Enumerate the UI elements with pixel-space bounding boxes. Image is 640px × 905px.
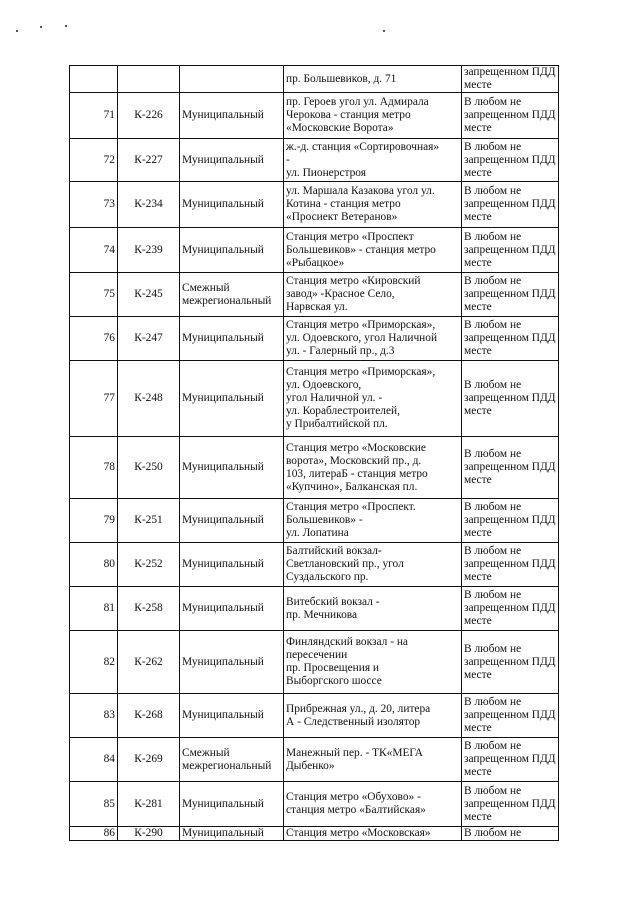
stop-rule-line: запрещенном ПДД — [464, 198, 556, 210]
route-line: Светлановский пр., угол — [286, 558, 404, 570]
row-number: 82 — [70, 631, 118, 694]
stop-rule-line: В любом не — [464, 230, 522, 243]
route-line: пр. Большевиков, д. 71 — [286, 72, 397, 85]
route-type: Муниципальный — [180, 361, 284, 437]
route-line: Балтийский вокзал- — [286, 545, 382, 557]
route-line: Станция метро «Кировский — [286, 275, 421, 287]
row-number: 75 — [70, 273, 118, 317]
stop-rule-line: месте — [464, 345, 492, 357]
route-code: К-226 — [118, 93, 180, 139]
stop-rule-line: месте — [464, 166, 492, 179]
route-line: Финляндский вокзал - на — [286, 636, 408, 648]
route-type: Муниципальный — [180, 631, 284, 694]
stop-rule — [462, 543, 559, 587]
table-row — [70, 499, 559, 543]
route-description — [284, 182, 462, 228]
stop-rule — [462, 738, 559, 782]
stop-rule — [462, 93, 559, 139]
stop-rule-line: В любом не — [464, 642, 522, 655]
route-type: Муниципальный — [180, 139, 284, 182]
route-code: К-258 — [118, 587, 180, 631]
route-line: пересечении — [286, 649, 348, 661]
route-line: пр. Героев угол ул. Адмирала — [286, 96, 429, 108]
row-number: 72 — [70, 139, 118, 182]
stop-rule — [462, 437, 559, 499]
stop-rule — [462, 631, 559, 694]
route-description — [284, 694, 462, 738]
stop-rule — [462, 361, 559, 437]
table-row — [70, 738, 559, 782]
route-line: пр. Просвещения и — [286, 662, 380, 674]
stop-rule-line: В любом не — [464, 185, 522, 197]
stop-rule-line: запрещенном ПДД — [464, 461, 556, 473]
route-code: К-245 — [118, 273, 180, 317]
row-number: 79 — [70, 499, 118, 543]
route-description — [284, 499, 462, 543]
route-table — [69, 65, 559, 841]
stop-rule-line: В любом не — [464, 379, 522, 391]
stop-rule-line: месте — [464, 405, 492, 417]
stop-rule — [462, 273, 559, 317]
route-code: К-262 — [118, 631, 180, 694]
table-row — [70, 228, 559, 273]
stop-rule — [462, 182, 559, 228]
route-description — [284, 66, 462, 93]
table-row — [70, 182, 559, 228]
route-description — [284, 738, 462, 782]
stop-rule — [462, 782, 559, 827]
route-type: Муниципальный — [180, 437, 284, 499]
table-row — [70, 631, 559, 694]
row-number: 76 — [70, 317, 118, 361]
table-row — [70, 827, 559, 841]
stop-rule-line: запрещенном ПДД — [464, 602, 556, 614]
stop-rule-line: месте — [464, 79, 492, 91]
stop-rule-line: В любом не — [464, 740, 522, 752]
row-number: 77 — [70, 361, 118, 437]
route-line: пр. Мечникова — [286, 608, 358, 621]
route-description — [284, 827, 462, 841]
route-line: Станция метро «Обухово» - — [286, 791, 421, 803]
route-line: Станция метро «Проспект — [286, 230, 414, 243]
route-line: 103, литераБ - станция метро — [286, 467, 428, 480]
route-type: Муниципальный — [180, 182, 284, 228]
scan-speck — [383, 30, 385, 32]
route-code: К-234 — [118, 182, 180, 228]
stop-rule-line: месте — [464, 474, 492, 486]
route-line: Манежный пер. - ТК«МЕГА — [286, 746, 423, 759]
stop-rule-line: запрещенном ПДД — [464, 109, 556, 121]
table-row — [70, 93, 559, 139]
table-row — [70, 543, 559, 587]
table-row — [70, 317, 559, 361]
route-description — [284, 139, 462, 182]
table-row — [70, 273, 559, 317]
stop-rule-line: В любом не — [464, 696, 522, 708]
stop-rule-line: месте — [464, 301, 492, 313]
stop-rule-line: месте — [464, 571, 492, 583]
row-number — [70, 66, 118, 93]
route-code: К-251 — [118, 499, 180, 543]
stop-rule — [462, 499, 559, 543]
route-code: К-227 — [118, 139, 180, 182]
route-line: Суздальского пр. — [286, 571, 369, 583]
route-line: Прибрежная ул., д. 20, литера — [286, 702, 431, 715]
route-description — [284, 317, 462, 361]
scan-specks — [0, 0, 640, 40]
route-type: Муниципальный — [180, 782, 284, 827]
route-code: К-290 — [118, 827, 180, 841]
stop-rule-line: В любом не — [464, 827, 522, 839]
stop-rule-line: запрещенном ПДД — [464, 243, 556, 256]
route-line: - — [286, 153, 290, 166]
route-type: Муниципальный — [180, 827, 284, 841]
stop-rule-line: запрещенном ПДД — [464, 558, 556, 570]
route-description — [284, 361, 462, 437]
route-type: Смежный межрегиональный — [180, 273, 284, 317]
route-line: «Купчино», Балканская пл. — [286, 480, 418, 493]
stop-rule-line: В любом не — [464, 140, 522, 153]
row-number: 78 — [70, 437, 118, 499]
stop-rule — [462, 317, 559, 361]
route-code — [118, 66, 180, 93]
row-number: 71 — [70, 93, 118, 139]
stop-rule — [462, 694, 559, 738]
stop-rule-line: В любом не — [464, 448, 522, 460]
route-code: К-252 — [118, 543, 180, 587]
route-line: ж.-д. станция «Сортировочная» — [286, 140, 440, 153]
stop-rule — [462, 139, 559, 182]
route-type: Смежный межрегиональный — [180, 738, 284, 782]
stop-rule-line: месте — [464, 211, 492, 223]
table-row — [70, 66, 559, 93]
stop-rule-line: месте — [464, 810, 492, 823]
route-line: Большевиков» - — [286, 514, 363, 526]
stop-rule-line: В любом не — [464, 545, 522, 557]
stop-rule-line: запрещенном ПДД — [464, 655, 556, 668]
route-line: А - Следственный изолятор — [286, 715, 421, 728]
route-line: Станция метро «Приморская», — [286, 366, 436, 378]
stop-rule-line: запрещенном ПДД — [464, 797, 556, 810]
route-type: Муниципальный — [180, 543, 284, 587]
stop-rule-line: В любом не — [464, 501, 522, 513]
route-description — [284, 228, 462, 273]
stop-rule-line: запрещенном ПДД — [464, 288, 556, 300]
route-description — [284, 543, 462, 587]
route-type: Муниципальный — [180, 694, 284, 738]
row-number: 84 — [70, 738, 118, 782]
route-line: Станция метро «Проспект. — [286, 501, 416, 513]
row-number: 85 — [70, 782, 118, 827]
route-code: К-247 — [118, 317, 180, 361]
route-line: Большевиков» - станция метро — [286, 243, 436, 256]
stop-rule-line: месте — [464, 668, 492, 681]
stop-rule-line: месте — [464, 527, 492, 539]
route-line: ул. - Галерный пр., д.3 — [286, 345, 395, 357]
route-line: Котина - станция метро — [286, 198, 401, 210]
scan-speck — [16, 30, 18, 32]
stop-rule-line: месте — [464, 615, 492, 627]
stop-rule-line: запрещенном ПДД — [464, 514, 556, 526]
stop-rule-line: запрещенном ПДД — [464, 753, 556, 765]
route-line: завод» -Красное Село, — [286, 288, 395, 300]
table-row — [70, 139, 559, 182]
route-description — [284, 273, 462, 317]
row-number: 83 — [70, 694, 118, 738]
route-line: Черокова - станция метро — [286, 109, 411, 121]
route-line: «Рыбацкое» — [286, 256, 345, 269]
route-code: К-250 — [118, 437, 180, 499]
route-line: станция метро «Балтийская» — [286, 804, 426, 816]
route-line: ул. Пионерстроя — [286, 166, 367, 179]
route-code: К-269 — [118, 738, 180, 782]
route-type: Муниципальный — [180, 93, 284, 139]
route-description — [284, 437, 462, 499]
route-line: Станция метро «Московские — [286, 441, 426, 454]
route-line: Дыбенко» — [286, 759, 335, 772]
stop-rule-line: В любом не — [464, 319, 522, 331]
route-line: угол Наличной ул. - — [286, 392, 383, 404]
row-number: 73 — [70, 182, 118, 228]
route-type: Муниципальный — [180, 228, 284, 273]
table-row — [70, 361, 559, 437]
stop-rule-line: запрещенном ПДД — [464, 332, 556, 344]
route-line: Выборгского шоссе — [286, 675, 382, 687]
stop-rule-line: В любом не — [464, 589, 522, 601]
route-line: ул. Одоевского, угол Наличной — [286, 332, 438, 344]
route-type: Муниципальный — [180, 317, 284, 361]
route-line: ул. Кораблестроителей, — [286, 405, 400, 417]
route-type — [180, 66, 284, 93]
route-code: К-281 — [118, 782, 180, 827]
stop-rule-line: месте — [464, 256, 492, 269]
row-number: 74 — [70, 228, 118, 273]
table-row — [70, 437, 559, 499]
route-line: Станция метро «Приморская», — [286, 319, 436, 331]
stop-rule-line: запрещенном ПДД — [464, 153, 556, 166]
row-number: 86 — [70, 827, 118, 841]
route-line: «Просиект Ветеранов» — [286, 211, 398, 223]
stop-rule-line: запрещенном ПДД — [464, 709, 556, 721]
scan-speck — [40, 26, 42, 28]
route-type: Муниципальный — [180, 499, 284, 543]
stop-rule-line: запрещенном ПДД — [464, 392, 556, 404]
scan-speck — [65, 25, 67, 27]
stop-rule — [462, 66, 559, 93]
stop-rule-line: В любом не — [464, 784, 522, 797]
route-description — [284, 587, 462, 631]
table-row — [70, 694, 559, 738]
stop-rule-line: запрещенном ПДД — [464, 66, 556, 78]
stop-rule-line: месте — [464, 722, 492, 734]
route-description — [284, 782, 462, 827]
route-description — [284, 93, 462, 139]
stop-rule — [462, 228, 559, 273]
route-line: Станция метро «Московская» — [286, 827, 431, 839]
route-code: К-239 — [118, 228, 180, 273]
route-code: К-248 — [118, 361, 180, 437]
route-line: Нарвская ул. — [286, 301, 348, 313]
stop-rule — [462, 587, 559, 631]
route-line: ул. Маршала Казакова угол ул. — [286, 185, 435, 197]
route-description — [284, 631, 462, 694]
route-line: «Московские Ворота» — [286, 122, 394, 134]
row-number: 81 — [70, 587, 118, 631]
stop-rule-line: В любом не — [464, 96, 522, 108]
table-row — [70, 782, 559, 827]
stop-rule-line: месте — [464, 122, 492, 134]
route-line: ул. Лопатина — [286, 527, 349, 539]
stop-rule — [462, 827, 559, 841]
route-line: ул. Одоевского, — [286, 379, 362, 391]
route-code: К-268 — [118, 694, 180, 738]
stop-rule-line: месте — [464, 766, 492, 778]
stop-rule-line: В любом не — [464, 275, 522, 287]
route-line: ворота», Московский пр., д. — [286, 454, 422, 467]
route-line: Витебский вокзал - — [286, 595, 380, 608]
route-type: Муниципальный — [180, 587, 284, 631]
row-number: 80 — [70, 543, 118, 587]
table-row — [70, 587, 559, 631]
route-line: у Прибалтийской пл. — [286, 418, 388, 430]
